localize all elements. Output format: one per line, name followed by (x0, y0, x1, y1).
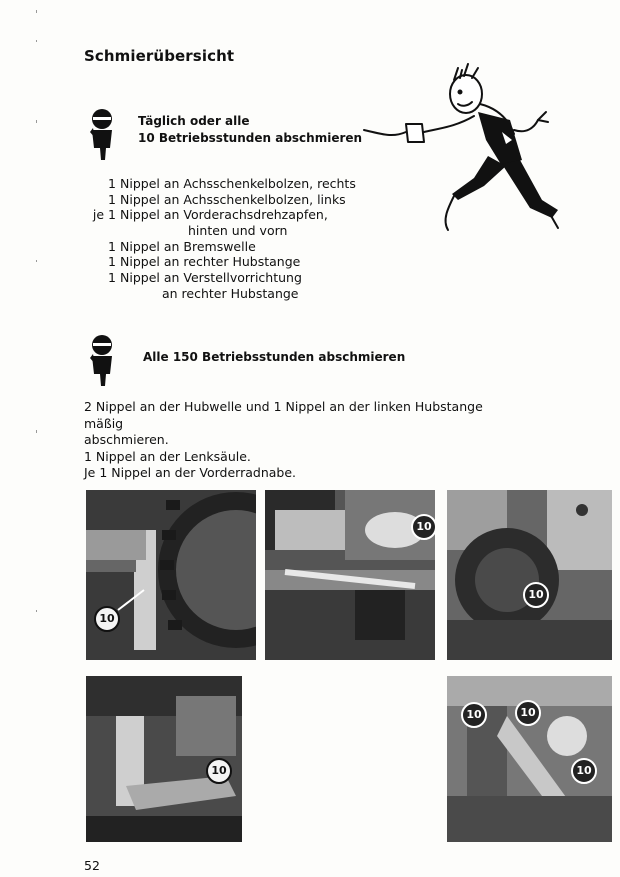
callout-10: 10 (411, 514, 435, 540)
photo-steering-linkage (265, 490, 435, 660)
margin-marks (36, 0, 38, 877)
list-item: 1 Nippel an Achsschenkelbolzen, rechts (108, 176, 356, 191)
photo-front-axle (86, 490, 256, 660)
daily-heading-line2: 10 Betriebsstunden abschmieren (138, 131, 363, 145)
callout-10: 10 (206, 758, 232, 784)
list-item: 1 Nippel an rechter Hubstange (108, 254, 301, 270)
photo-lift-rod (447, 676, 612, 842)
list-item: hinten und vorn (188, 223, 288, 239)
grease-gun-man-icon-2 (88, 334, 118, 386)
interval150-paragraph: 2 Nippel an der Hubwelle und 1 Nippel an der linken Hubstange mäßig abschmieren. 1 Nippel an der Lenksäule. Je 1 Nippel an der Vorderradnabe. (84, 399, 483, 480)
callout-10: 10 (571, 758, 597, 784)
callout-10: 10 (94, 606, 120, 632)
list-item: je 1 Nippel an Vorderachsdrehzapfen, (92, 207, 328, 223)
photo-brake-shaft (86, 676, 242, 842)
running-mechanic-illustration (362, 60, 562, 240)
daily-item-list (78, 176, 356, 302)
list-item: 1 Nippel an Verstellvorrichtung (108, 270, 302, 286)
interval150-heading: Alle 150 Betriebsstunden abschmieren (143, 350, 406, 364)
page-number: 52 (84, 858, 100, 873)
grease-gun-man-icon (88, 108, 118, 160)
callout-10: 10 (523, 582, 549, 608)
list-item: 1 Nippel an Bremswelle (108, 238, 256, 254)
daily-heading-line1: Täglich oder alle (138, 114, 250, 128)
list-item: an rechter Hubstange (162, 285, 299, 301)
photo-front-hub (447, 490, 612, 660)
list-item: 1 Nippel an Achsschenkelbolzen, links (108, 191, 346, 207)
callout-10: 10 (461, 702, 487, 728)
callout-10: 10 (515, 700, 541, 726)
page-title: Schmierübersicht (84, 47, 235, 65)
